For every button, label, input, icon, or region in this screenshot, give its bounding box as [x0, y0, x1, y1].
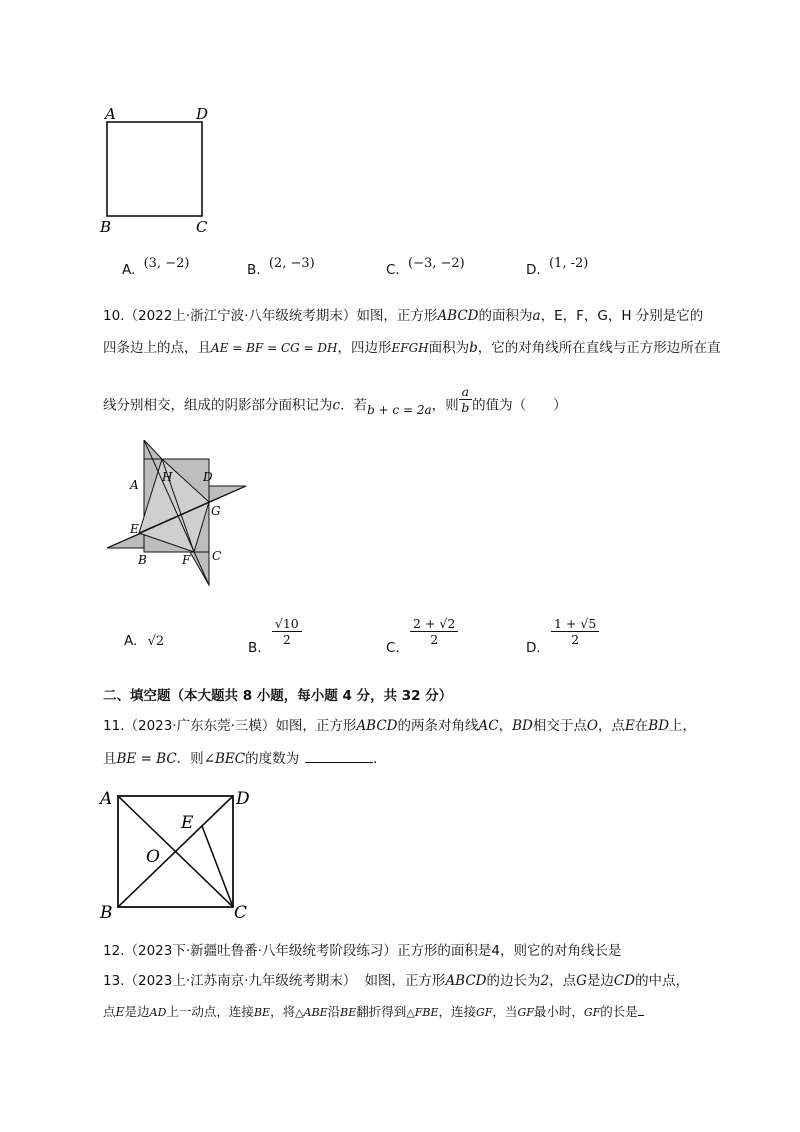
- option-label: B.: [248, 639, 262, 656]
- section-title: 二、填空题: [103, 688, 171, 704]
- fig3-label-a: A: [100, 789, 113, 809]
- fig1-label-b: B: [100, 218, 112, 236]
- q10-option-d: [526, 616, 599, 656]
- q12-line: [103, 941, 622, 961]
- denominator: 2: [571, 632, 580, 647]
- q13-text: ，连接: [438, 1004, 476, 1019]
- math-triangle-fbe: △FBE: [406, 1006, 439, 1019]
- question-number: 13.: [103, 973, 125, 989]
- math-triangle-abe: △ABE: [295, 1006, 328, 1019]
- q13-text: 点: [103, 1004, 116, 1019]
- option-label: D.: [526, 639, 541, 656]
- q10-text: 的值为（ ）: [472, 397, 567, 414]
- option-label: D.: [526, 262, 541, 278]
- math-abcd: ABCD: [437, 308, 479, 324]
- q10-option-a: [124, 633, 164, 649]
- q10-line-1: [103, 306, 703, 326]
- denominator: b: [461, 400, 470, 415]
- option-fraction: [272, 616, 302, 647]
- question-number: 10.: [103, 308, 125, 324]
- q10-text: 面积为: [428, 340, 470, 356]
- q13-text: 的边长为: [486, 973, 541, 989]
- option-label: A.: [124, 633, 138, 649]
- q13-text: 的中点，: [635, 973, 690, 989]
- option-value: (3, −2): [143, 256, 190, 271]
- section-heading: [103, 686, 452, 706]
- math-gf: GF: [476, 1006, 493, 1019]
- q13-text: 上一动点，连接: [166, 1004, 254, 1019]
- option-label: A.: [122, 262, 136, 278]
- math-be: BE: [340, 1006, 357, 1019]
- fig2-label-f: F: [182, 553, 191, 567]
- math-be-eq-bc: BE = BC: [116, 751, 177, 767]
- math-gf: GF: [517, 1006, 534, 1019]
- option-value: (2, −3): [268, 256, 315, 271]
- math-two: 2: [540, 973, 550, 989]
- q11-text: 相交于点: [532, 718, 587, 734]
- q11-text: 的度数为: [245, 751, 300, 767]
- q11-text: 在: [634, 718, 649, 734]
- math-e: E: [115, 1004, 125, 1019]
- q9-option-c: [386, 256, 465, 278]
- question-number: 12.: [103, 943, 125, 959]
- numerator: 1 + √5: [551, 616, 599, 632]
- fraction-a-over-b: [459, 384, 472, 415]
- q11-text: 且: [103, 751, 117, 767]
- fig1-label-a: A: [105, 105, 116, 123]
- math-bd: BD: [512, 718, 533, 734]
- q10-text: ，四边形: [337, 340, 392, 356]
- q13-text: 是边: [586, 973, 614, 989]
- q10-text: 的面积为: [478, 308, 533, 324]
- fig2-label-e: E: [130, 522, 139, 536]
- q13-line-1: [103, 971, 689, 991]
- math-b: b: [469, 340, 478, 356]
- shaded-bottom: [190, 552, 209, 585]
- math-condition: b + c = 2a: [367, 402, 432, 417]
- option-value: √2: [147, 634, 165, 649]
- q10-text: ，E，F，G，H 分别是它的: [540, 308, 704, 324]
- option-fraction: [410, 616, 458, 647]
- question-source: （2022上·浙江宁波·八年级统考期末）: [124, 308, 357, 324]
- option-label: B.: [247, 262, 261, 278]
- q10-line-2: [103, 338, 721, 358]
- fig3-label-b: B: [100, 903, 113, 922]
- q9-option-a: [122, 256, 190, 278]
- numerator: 2 + √2: [410, 616, 458, 632]
- q9-option-d: [526, 256, 589, 278]
- question-source: （2023下·新疆吐鲁番·八年级统考阶段练习）: [124, 943, 397, 959]
- q10-line-3: [103, 384, 567, 421]
- question-source: （2023上·江苏南京·九年级统考期末）: [124, 973, 357, 989]
- math-abcd: ABCD: [445, 973, 487, 989]
- q11-text: 的两条对角线: [397, 718, 479, 734]
- math-g: G: [576, 973, 587, 989]
- math-cd: CD: [613, 973, 636, 989]
- q10-text: 线分别相交，组成的阴影部分面积记为: [103, 397, 333, 414]
- denominator: 2: [430, 632, 439, 647]
- section-desc: （本大题共 8 小题，每小题 4 分，共 32 分）: [170, 688, 453, 704]
- math-efgh: EFGH: [391, 341, 429, 355]
- q13-text: 的长是: [600, 1004, 638, 1019]
- square-shape: [107, 122, 202, 216]
- option-label: C.: [386, 262, 400, 278]
- fig1-label-d: D: [196, 105, 209, 123]
- fig3-label-e: E: [181, 813, 194, 833]
- q10-text: ，它的对角线所在直线与正方形边所在直: [477, 340, 721, 356]
- q11-line-2: [103, 748, 387, 769]
- q13-text: 沿: [327, 1004, 341, 1019]
- q11-text: 如图，正方形: [275, 718, 357, 734]
- fig3-label-d: D: [236, 789, 250, 809]
- q11-text: ，点: [597, 718, 625, 734]
- q13-text: ，将: [270, 1004, 296, 1019]
- math-abcd: ABCD: [356, 718, 398, 734]
- figure-square-abcd: [96, 100, 226, 240]
- fig2-label-g: G: [211, 504, 221, 518]
- q11-text: ．: [373, 751, 387, 767]
- option-value: (−3, −2): [408, 256, 465, 271]
- math-be: BE: [253, 1006, 271, 1019]
- fig2-label-a: A: [130, 478, 139, 492]
- fig3-label-o: O: [146, 847, 160, 867]
- answer-blank[interactable]: [305, 748, 373, 763]
- q10-text: ．若: [340, 397, 368, 414]
- q13-text: 是边: [124, 1004, 150, 1019]
- option-fraction: [551, 616, 599, 647]
- q13-text: 翻折得到: [356, 1004, 407, 1019]
- q12-text: 正方形的面积是4，则它的对角线长是: [396, 943, 622, 959]
- q13-text: ，点: [549, 973, 577, 989]
- q13-text: 最小时，: [533, 1004, 584, 1019]
- q11-text: ，: [498, 718, 513, 734]
- q11-text: 上，: [669, 718, 697, 734]
- math-ad: AD: [149, 1006, 167, 1019]
- question-number: 11.: [103, 718, 125, 734]
- q10-text: ，则: [431, 397, 459, 414]
- answer-blank[interactable]: [638, 1001, 644, 1016]
- math-c: c: [332, 397, 341, 414]
- shaded-top: [144, 440, 162, 459]
- fig2-label-c: C: [212, 549, 222, 563]
- q11-line-1: [103, 716, 696, 736]
- option-label: C.: [386, 639, 400, 656]
- q9-option-b: [247, 256, 315, 278]
- fig3-label-c: C: [234, 903, 248, 922]
- q10-option-b: [248, 616, 302, 656]
- numerator: √10: [272, 616, 302, 632]
- fig2-label-d: D: [203, 470, 213, 484]
- fig2-label-b: B: [138, 553, 147, 567]
- math-e: E: [624, 718, 635, 734]
- fig2-label-h: H: [162, 470, 173, 484]
- math-ac: AC: [478, 718, 499, 734]
- math-gf: GF: [583, 1006, 601, 1019]
- math-angle-bec: ∠BEC: [203, 751, 246, 767]
- q10-text: 四条边上的点，且: [103, 340, 211, 356]
- fig1-label-c: C: [196, 218, 208, 236]
- math-equality: AE = BF = CG = DH: [211, 341, 338, 355]
- q10-option-c: [386, 616, 458, 656]
- numerator: a: [459, 384, 472, 400]
- denominator: 2: [282, 632, 291, 647]
- q10-text: 如图，正方形: [356, 308, 438, 324]
- figure-shaded-square: [104, 440, 254, 590]
- option-value: (1, -2): [548, 256, 589, 271]
- q13-text: 如图，正方形: [364, 973, 446, 989]
- math-a: a: [532, 308, 541, 324]
- q13-text: ，当: [492, 1004, 518, 1019]
- segment-ec: [202, 826, 233, 907]
- figure-square-diagonals: [96, 782, 256, 922]
- math-o: O: [586, 718, 598, 734]
- question-source: （2023·广东东莞·三模）: [124, 718, 276, 734]
- math-bd: BD: [648, 718, 670, 734]
- q13-line-2: [103, 1001, 644, 1023]
- q11-text: ．则: [176, 751, 204, 767]
